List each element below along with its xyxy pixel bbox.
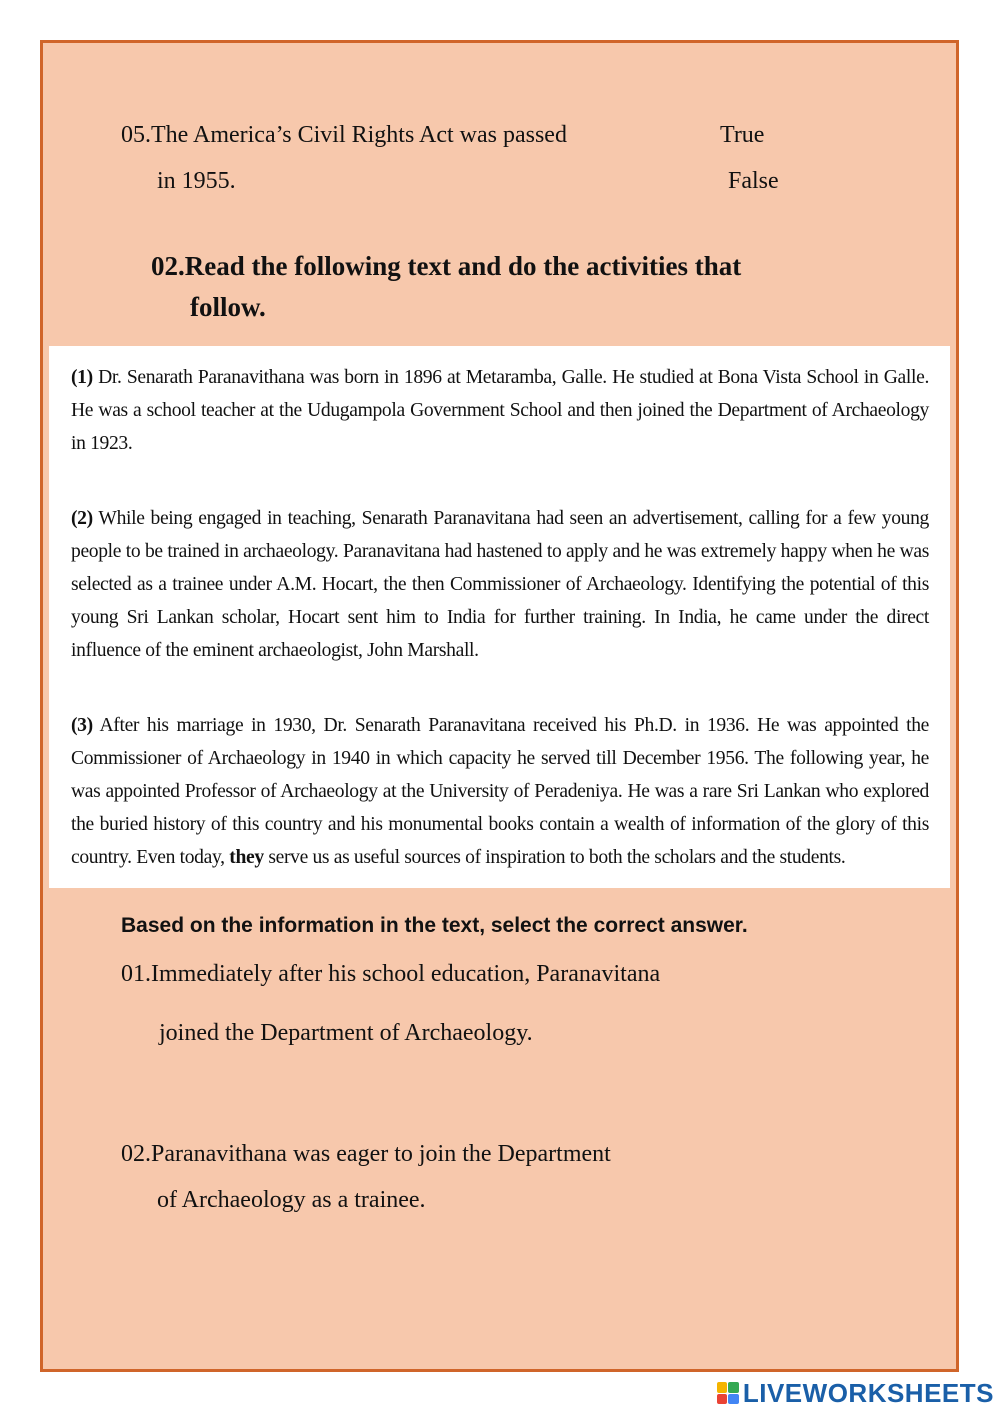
question-02-line1 [121, 1141, 611, 1168]
paragraph-1 [71, 361, 929, 460]
question-05-number: 05. [121, 122, 151, 148]
section-heading-line2: follow. [190, 292, 266, 322]
question-01-line1 [121, 961, 660, 988]
section-heading-number: 02. [151, 251, 185, 281]
section-heading [151, 251, 741, 282]
option-true[interactable]: True [720, 122, 765, 148]
liveworksheets-brand-text: LIVEWORKSHEETS [742, 1377, 994, 1408]
question-05-line2: in 1955. [157, 168, 236, 194]
paragraph-2-marker: (2) [71, 508, 93, 529]
question-05-text: The America’s Civil Rights Act was passed [151, 122, 567, 148]
paragraph-2 [71, 502, 929, 667]
paragraph-1-marker: (1) [71, 367, 93, 388]
option-false[interactable]: False [728, 168, 779, 194]
paragraph-3-text-b: serve us as useful sources of inspiration to both the scholars and the students. [268, 847, 846, 868]
instruction-text: Based on the information in the text, select the correct answer. [121, 914, 748, 937]
paragraph-2-text: While being engaged in teaching, Senarath Paranavitana had seen an advertisement, calling for a few young people to be trained in archaeology. Paranavitana had hastened to apply and he was extremely happy when he was selected as a trainee under A.M. Hocart, the then Commissioner of Archaeology. Identifying the potential of this young Sri Lankan scholar, Hocart sent him to India for further training. In India, he came under the direct influence of the eminent archaeologist, John Marshall. [71, 508, 930, 661]
question-02-text: Paranavithana was eager to join the Department [151, 1141, 611, 1167]
question-02-number: 02. [121, 1141, 151, 1167]
question-01-line2: joined the Department of Archaeology. [159, 1020, 533, 1046]
paragraph-1-text: Dr. Senarath Paranavithana was born in 1896 at Metaramba, Galle. He studied at Bona Vista School in Galle. He was a school teacher at the Udugampola Government School and then joined the Department of Archaeology in 1923. [71, 367, 929, 454]
paragraph-3-bold-word: they [229, 847, 264, 868]
question-05-line1 [121, 122, 567, 149]
paragraph-3 [71, 709, 929, 874]
question-02-line2: of Archaeology as a trainee. [157, 1187, 426, 1213]
question-01-text: Immediately after his school education, Paranavitana [151, 961, 661, 987]
reading-passage [49, 346, 950, 888]
liveworksheets-logo-icon [717, 1382, 739, 1404]
liveworksheets-logo[interactable] [717, 1378, 994, 1408]
paragraph-3-marker: (3) [71, 715, 93, 736]
paragraph-3-text-a: After his marriage in 1930, Dr. Senarath Paranavitana received his Ph.D. in 1936. He was appointed the Commissioner of Archaeology in 1940 in which capacity he served till December 1956. The following year, he was appointed Professor of Archaeology at the University of Peradeniya. He was a rare Sri Lankan who explored the buried history of this country and his monumental books contain a wealth of information of the glory of this country. Even today, [71, 715, 929, 868]
question-01-number: 01. [121, 961, 151, 987]
section-heading-line1: Read the following text and do the activities that [184, 251, 742, 281]
